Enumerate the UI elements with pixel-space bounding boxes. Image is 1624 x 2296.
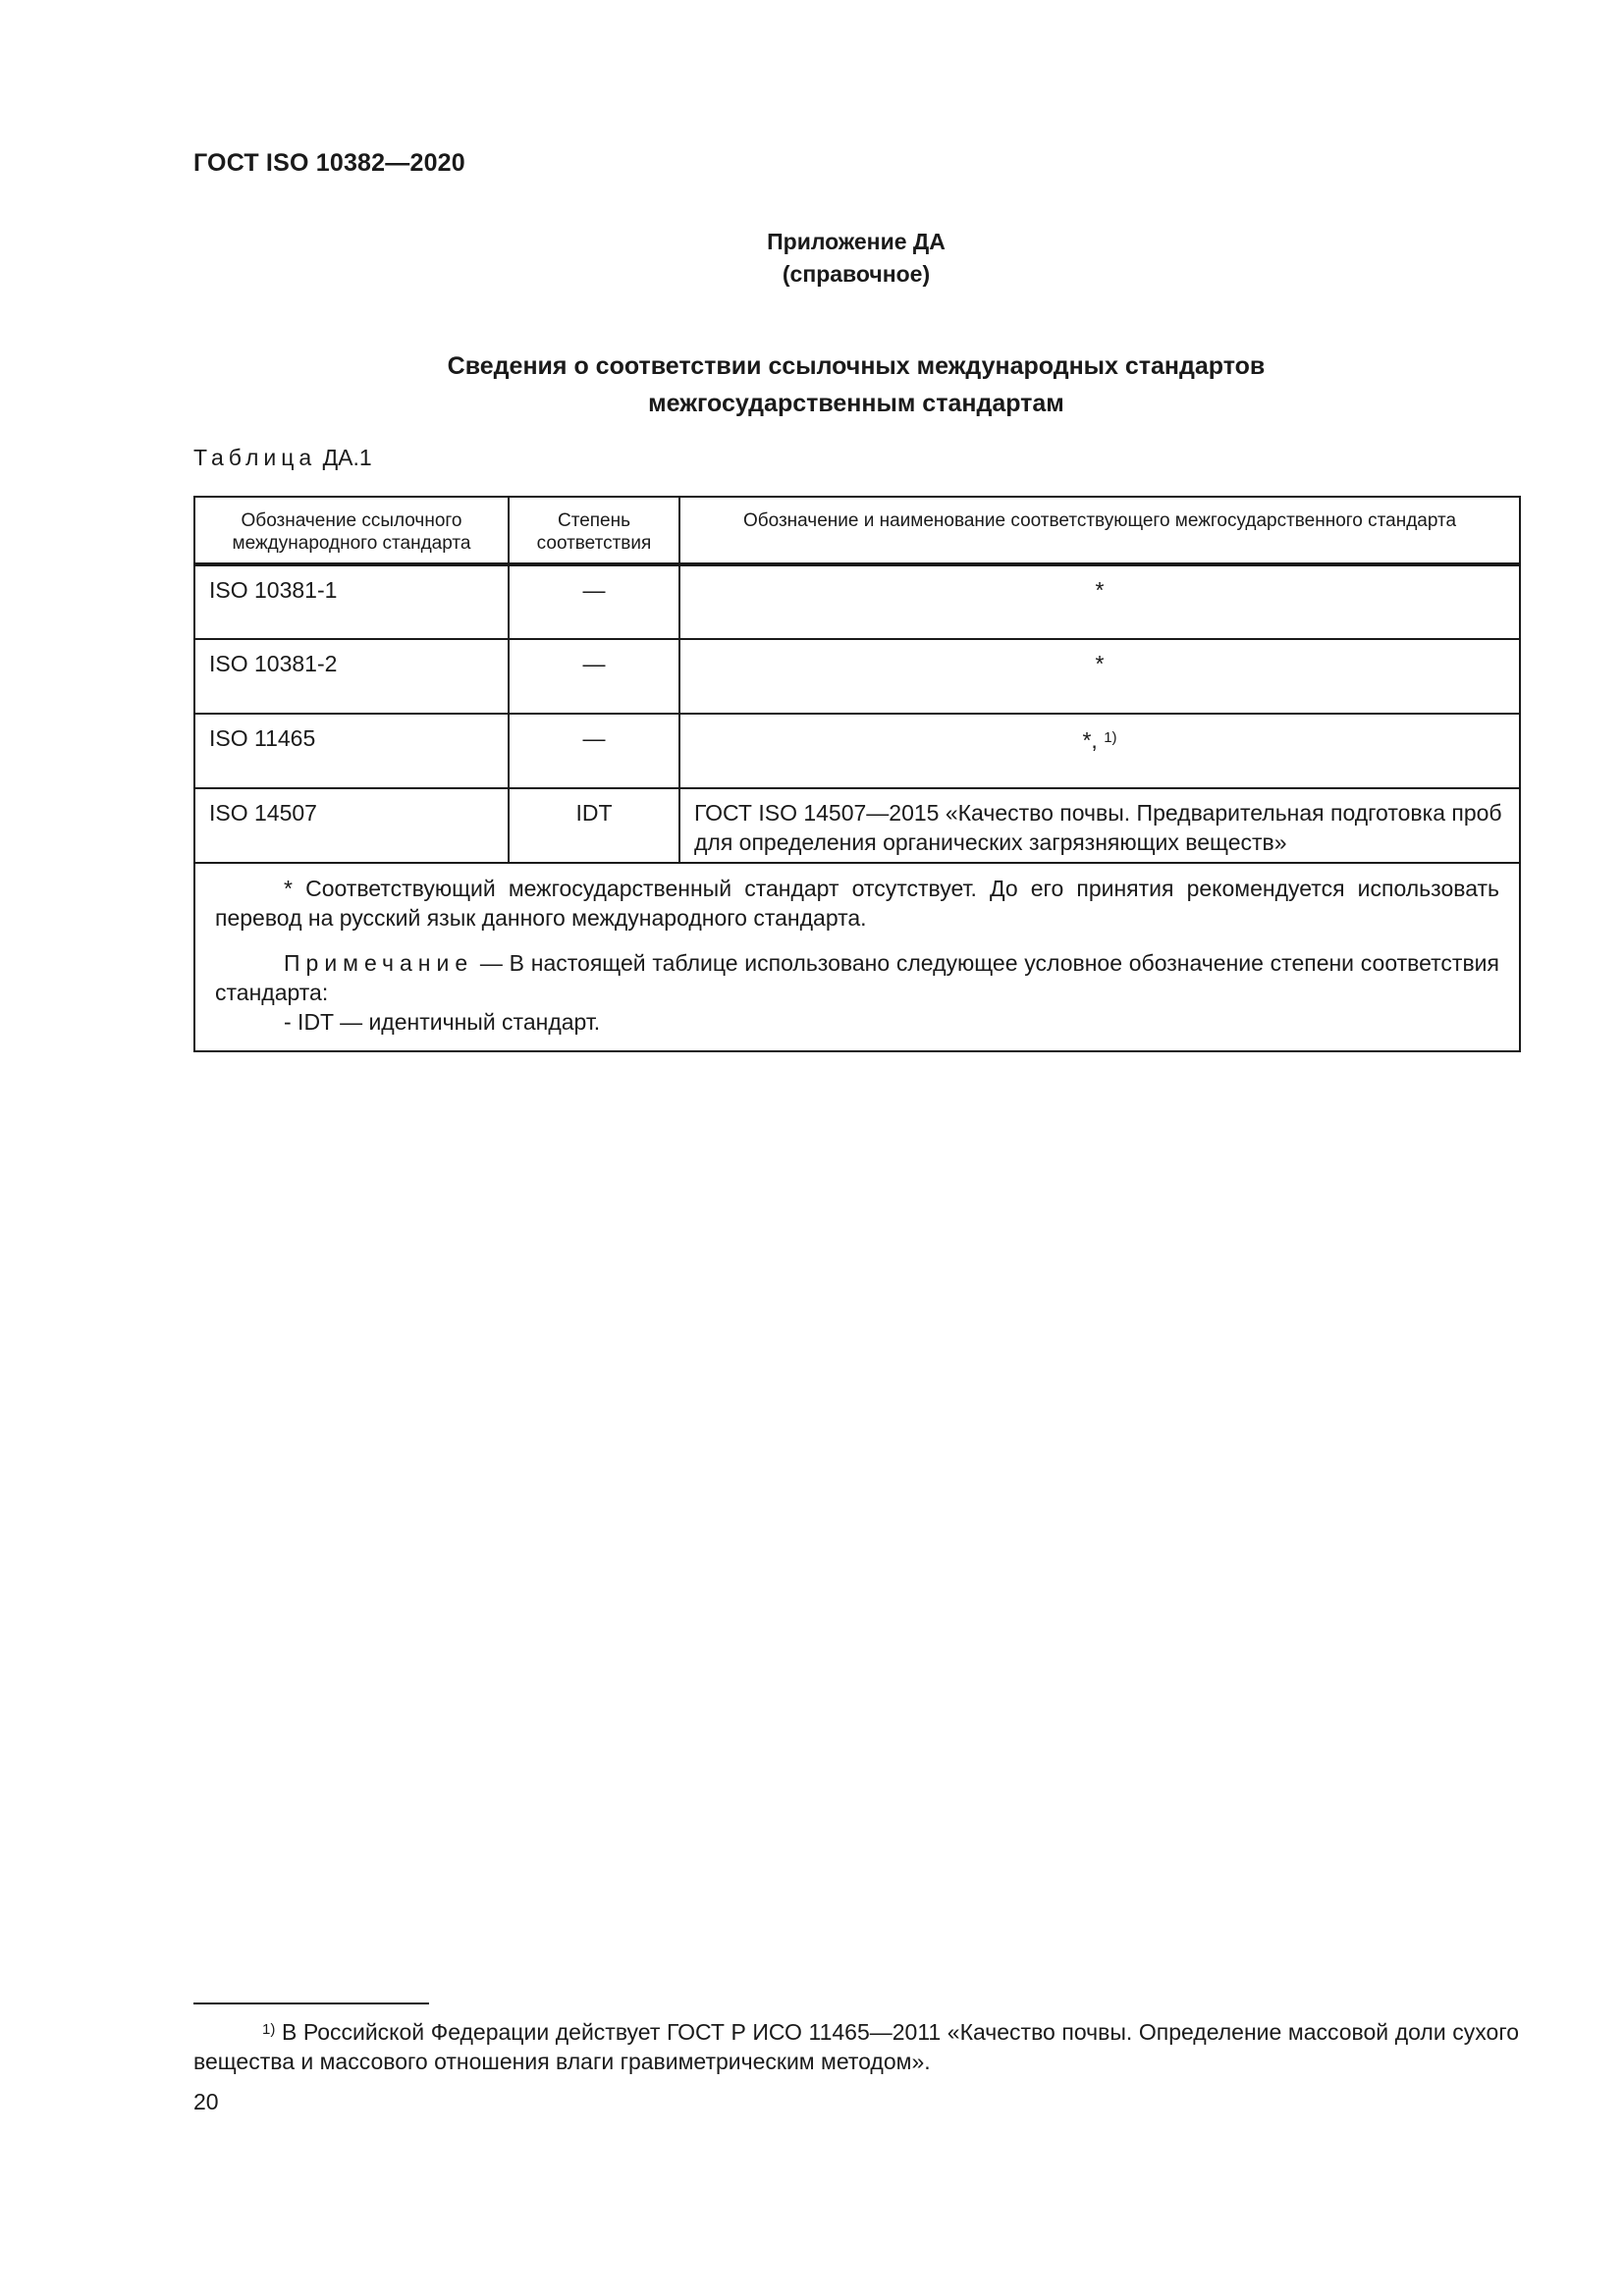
cell-degree: — bbox=[509, 639, 679, 714]
cell-national-text: *, bbox=[1082, 727, 1098, 753]
cell-national-text: * bbox=[1095, 577, 1105, 603]
table-label bbox=[193, 445, 372, 471]
section-title bbox=[193, 347, 1519, 422]
annex-kind: (справочное) bbox=[782, 261, 931, 287]
cell-degree: — bbox=[509, 564, 679, 639]
cell-degree: IDT bbox=[509, 788, 679, 863]
footnote-ref: 1) bbox=[1104, 729, 1117, 746]
cell-national bbox=[679, 714, 1520, 788]
table-header-row bbox=[194, 497, 1520, 564]
footnote-separator bbox=[193, 2002, 429, 2004]
cell-ref: ISO 11465 bbox=[194, 714, 509, 788]
document-code: ГОСТ ISO 10382—2020 bbox=[193, 149, 465, 177]
table-row bbox=[194, 639, 1520, 714]
cell-national bbox=[679, 639, 1520, 714]
table-row bbox=[194, 788, 1520, 863]
cell-ref: ISO 14507 bbox=[194, 788, 509, 863]
cell-ref: ISO 10381-2 bbox=[194, 639, 509, 714]
section-title-line2: межгосударственным стандартам bbox=[648, 390, 1064, 417]
column-header-degree: Степень соответствия bbox=[509, 497, 679, 564]
table-note-row bbox=[194, 863, 1520, 1051]
table-label-number: ДА.1 bbox=[322, 445, 372, 470]
cell-national-text: * bbox=[1095, 651, 1105, 676]
column-header-national: Обозначение и наименование соответствующего межгосударственного стандарта bbox=[679, 497, 1520, 564]
annex-heading bbox=[193, 226, 1519, 291]
cell-national: ГОСТ ISO 14507—2015 «Качество почвы. Предварительная подготовка проб для определения органических загрязняющих веществ» bbox=[679, 788, 1520, 863]
table-label-word: Таблица bbox=[193, 445, 317, 470]
column-header-ref: Обозначение ссылочного международного стандарта bbox=[194, 497, 509, 564]
cell-degree: — bbox=[509, 714, 679, 788]
table-remark bbox=[215, 948, 1499, 1007]
section-title-line1: Сведения о соответствии ссылочных международных стандартов bbox=[447, 352, 1266, 380]
remark-label: Примечание bbox=[284, 950, 474, 976]
remark-item: - IDT — идентичный стандарт. bbox=[284, 1009, 601, 1035]
footnote bbox=[193, 2015, 1519, 2076]
cell-national bbox=[679, 564, 1520, 639]
asterisk-note: * Соответствующий межгосударственный стандарт отсутствует. До его принятия рекомендуется использовать перевод на русский язык данного международного стандарта. bbox=[215, 876, 1499, 931]
table-row bbox=[194, 714, 1520, 788]
annex-title: Приложение ДА bbox=[767, 229, 946, 254]
cell-ref: ISO 10381-1 bbox=[194, 564, 509, 639]
page-number: 20 bbox=[193, 2089, 219, 2114]
footnote-text: В Российской Федерации действует ГОСТ Р ИСО 11465—2011 «Качество почвы. Определение массовой доли сухого вещества и массового отношения влаги гравиметрическим методом». bbox=[193, 2019, 1519, 2074]
remark-text: — В настоящей таблице использовано следующее условное обозначение степени соответствия стандарта: bbox=[215, 950, 1499, 1005]
correspondence-table bbox=[193, 496, 1521, 1052]
table-row bbox=[194, 564, 1520, 639]
table-notes bbox=[194, 863, 1520, 1051]
footnote-mark: 1) bbox=[262, 2021, 276, 2038]
